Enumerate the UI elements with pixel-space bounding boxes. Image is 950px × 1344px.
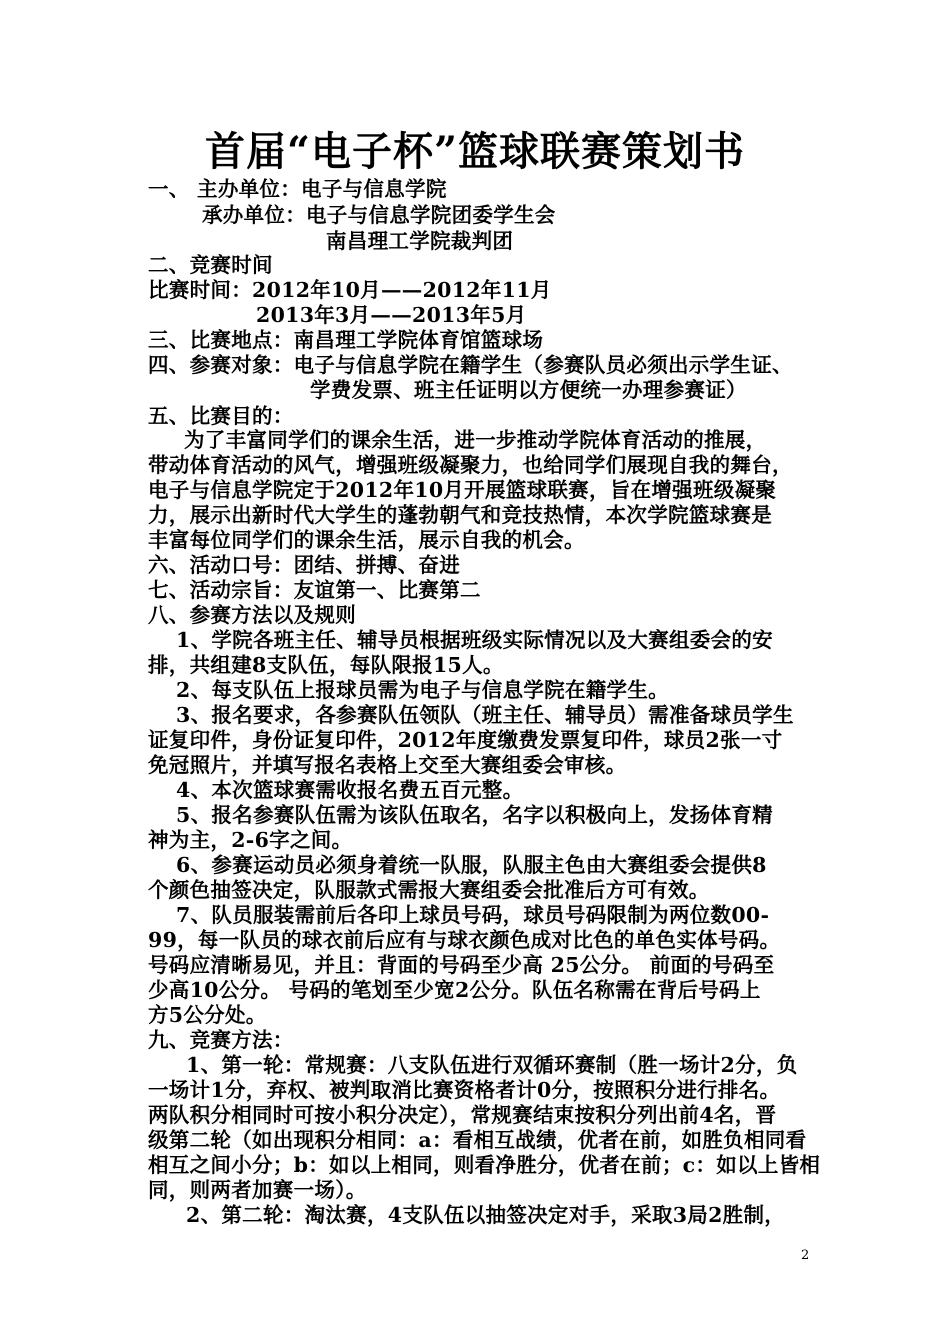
purpose-text: 丰富每位同学们的课余生活，展示自我的机会。 bbox=[148, 528, 585, 552]
rule-item: 4、本次篮球赛需收报名费五百元整。 bbox=[176, 778, 524, 802]
rule-item: 7、队员服装需前后各印上球员号码，球员号码限制为两位数00- bbox=[176, 903, 770, 927]
method-item: 2、第二轮：淘汰赛，4支队伍以抽签决定对手，采取3局2胜制， bbox=[186, 1203, 786, 1227]
section-tenet: 七、活动宗旨：友谊第一、比赛第二 bbox=[148, 578, 481, 602]
rule-item: 99，每一队员的球衣前后应有与球衣颜色成对比色的单色实体号码。 bbox=[148, 928, 781, 952]
co-organizer: 承办单位：电子与信息学院团委学生会 bbox=[202, 203, 556, 227]
section-venue: 三、比赛地点：南昌理工学院体育馆篮球场 bbox=[148, 328, 544, 352]
purpose-text: 带动体育活动的风气，增强班级凝聚力，也给同学们展现自我的舞台， bbox=[148, 453, 793, 477]
rule-item: 个颜色抽签决定，队服款式需报大赛组委会批准后方可有效。 bbox=[148, 878, 710, 902]
method-item: 一场计1分，弃权、被判取消比赛资格者计0分，按照积分进行排名。 bbox=[148, 1078, 781, 1102]
purpose-text: 电子与信息学院定于2012年10月开展篮球联赛，旨在增强班级凝聚 bbox=[148, 478, 777, 502]
rule-item: 5、报名参赛队伍需为该队伍取名，名字以积极向上，发扬体育精 bbox=[176, 803, 773, 827]
section-slogan: 六、活动口号：团结、拼搏、奋进 bbox=[148, 553, 460, 577]
document-title: 首届“电子杯”篮球联赛策划书 bbox=[204, 128, 745, 175]
method-item: 同，则两者加赛一场）。 bbox=[148, 1178, 367, 1202]
method-item: 两队积分相同时可按小积分决定），常规赛结束按积分列出前4名，晋 bbox=[148, 1103, 777, 1127]
rule-item: 6、参赛运动员必须身着统一队服，队服主色由大赛组委会提供8 bbox=[176, 853, 767, 877]
method-item: 级第二轮（如出现积分相同：a：看相互战绩，优者在前，如胜负相同看 bbox=[148, 1128, 807, 1152]
co-organizer-2: 南昌理工学院裁判团 bbox=[326, 229, 514, 253]
rule-item: 方5公分处。 bbox=[148, 1003, 267, 1027]
rule-item: 号码应清晰易见，并且：背面的号码至少高 25公分。 前面的号码至 bbox=[148, 953, 775, 977]
match-time: 比赛时间：2012年10月——2012年11月 bbox=[148, 278, 552, 302]
method-item: 相互之间小分；b：如以上相同，则看净胜分，优者在前；c：如以上皆相 bbox=[148, 1153, 821, 1177]
participants-cont: 学费发票、班主任证明以方便统一办理参赛证） bbox=[310, 378, 747, 402]
section-method-heading: 九、竞赛方法： bbox=[148, 1028, 294, 1052]
method-item: 1、第一轮：常规赛：八支队伍进行双循环赛制（胜一场计2分，负 bbox=[186, 1053, 798, 1077]
section-purpose-heading: 五、比赛目的： bbox=[148, 404, 294, 428]
rule-item: 神为主，2-6字之间。 bbox=[148, 828, 353, 852]
match-time-2: 2013年3月——2013年5月 bbox=[256, 303, 527, 327]
rule-item: 1、学院各班主任、辅导员根据班级实际情况以及大赛组委会的安 bbox=[176, 628, 773, 652]
section-participants: 四、参赛对象：电子与信息学院在籍学生（参赛队员必须出示学生证、 bbox=[148, 353, 793, 377]
rule-item: 排，共组建8支队伍，每队限报15人。 bbox=[148, 653, 504, 677]
section-time-heading: 二、竞赛时间 bbox=[148, 253, 273, 277]
rule-item: 免冠照片，并填写报名表格上交至大赛组委会审核。 bbox=[148, 753, 627, 777]
section-rules-heading: 八、参赛方法以及规则 bbox=[148, 603, 356, 627]
rule-item: 2、每支队伍上报球员需为电子与信息学院在籍学生。 bbox=[176, 678, 669, 702]
page-number: 2 bbox=[801, 1248, 810, 1263]
purpose-text: 力，展示出新时代大学生的蓬勃朝气和竞技热情，本次学院篮球赛是 bbox=[148, 503, 772, 527]
rule-item: 少高10公分。 号码的笔划至少宽2公分。队伍名称需在背后号码上 bbox=[148, 978, 761, 1002]
rule-item: 3、报名要求，各参赛队伍领队（班主任、辅导员）需准备球员学生 bbox=[176, 703, 794, 727]
rule-item: 证复印件，身份证复印件，2012年度缴费发票复印件，球员2张一寸 bbox=[148, 728, 783, 752]
purpose-text: 为了丰富同学们的课余生活，进一步推动学院体育活动的推展， bbox=[184, 428, 767, 452]
section-organizer: 一、 主办单位：电子与信息学院 bbox=[148, 177, 447, 201]
